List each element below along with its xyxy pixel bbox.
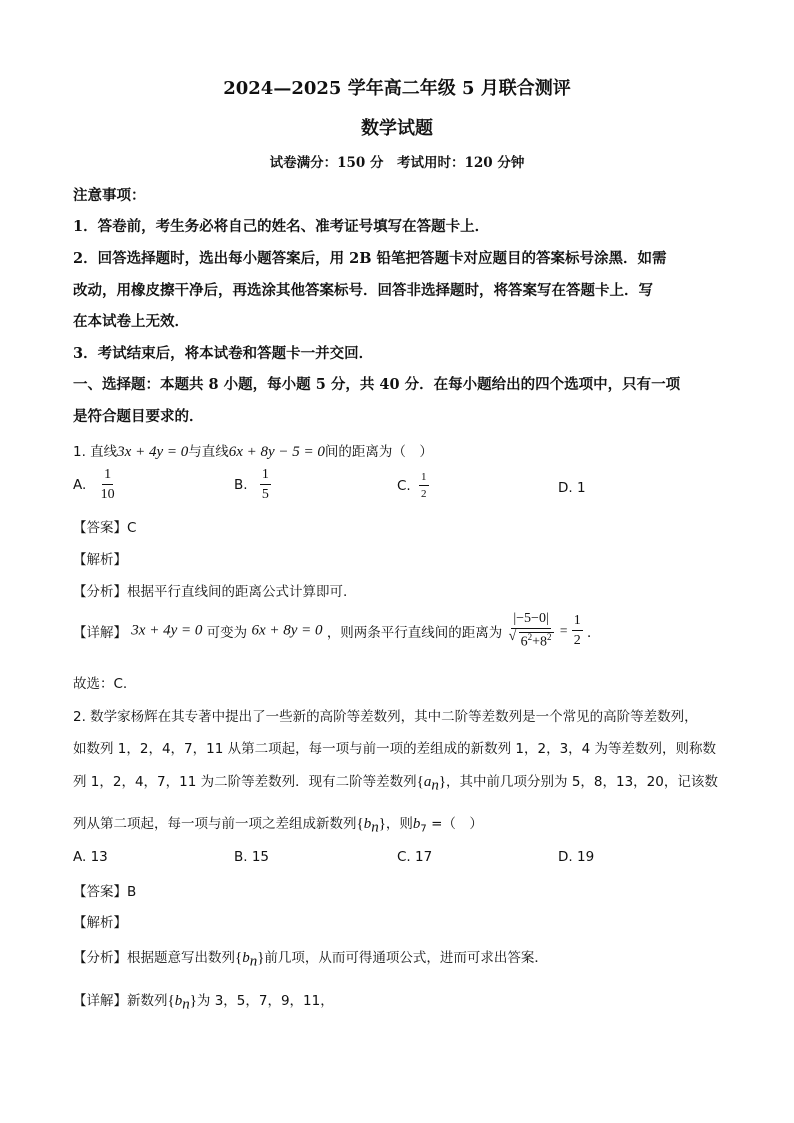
q2-answer: 【答案】B <box>73 884 137 900</box>
q1-detail: 【详解】 3x + 4y = 0 可变为 6x + 8y = 0 ，则两条平行直线间的距离为 |−5−0| √ $6^2+8^2$ = $\frac{1}{2}$ ． <box>73 612 601 650</box>
question-1-stem: 1. 直线3x + 4y = 0与直线6x + 8y − 5 = 0间的距离为（ ） <box>73 444 433 460</box>
q1-choose: 故选：C. <box>73 676 128 692</box>
q2-option-a: A. 13 <box>73 849 108 865</box>
notice-item-2-line-3: 在本试卷上无效． <box>73 313 189 330</box>
page-subtitle: 数学试题 <box>361 118 433 139</box>
equation-1: 3x + 4y = 0 <box>117 444 189 460</box>
notice-item-2-line-2: 改动，用橡皮擦干净后，再选涂其他答案标号．回答非选择题时，将答案写在答题卡上．写 <box>73 282 653 299</box>
notice-item-2-line-1: 2．回答选择题时，选出每小题答案后，用 2B 铅笔把答题卡对应题目的答案标号涂黑．如需 <box>73 250 667 267</box>
notice-item-3: 3．考试结束后，将本试卷和答题卡一并交回． <box>73 345 374 362</box>
question-2-line-1: 2. 数学家杨辉在其专著中提出了一些新的高阶等差数列，其中二阶等差数列是一个常见的高阶等差数列， <box>73 709 698 725</box>
q2-detail: 【详解】新数列$\{b_n\}$为 3，5，7，9，11， <box>73 993 334 1013</box>
q1-option-c: C. $\frac{1}{2}$ <box>397 471 427 500</box>
q1-option-a: A. $\frac{1}{10}$ <box>73 467 115 502</box>
q2-analysis-heading: 【解析】 <box>73 915 127 931</box>
question-2-line-3: 列 1，2，4，7，11 为二阶等差数列．现有二阶等差数列$\{a_n\}$，其中前几项分别为 5，8，13，20，记该数 <box>73 774 718 794</box>
q1-option-d: D. 1 <box>558 480 586 496</box>
section-heading-line-2: 是符合题目要求的． <box>73 408 204 425</box>
q1-analysis-heading: 【解析】 <box>73 552 127 568</box>
notice-item-1: 1．答卷前，考生务必将自己的姓名、准考证号填写在答题卡上． <box>73 218 490 235</box>
exam-meta: 试卷满分：150 分 考试用时：120 分钟 <box>269 155 525 171</box>
q2-option-c: C. 17 <box>397 849 433 865</box>
distance-fraction: |−5−0| √ $6^2+8^2$ <box>507 612 556 650</box>
q1-answer: 【答案】C <box>73 520 137 536</box>
q2-option-d: D. 19 <box>558 849 595 865</box>
question-2-line-4: 列从第二项起，每一项与前一项之差组成新数列$\{b_n\}$，则$b_7$ =（ ） <box>73 816 483 836</box>
equation-2: 6x + 8y − 5 = 0 <box>228 444 325 460</box>
q1-option-b: B. $\frac{1}{5}$ <box>234 467 269 502</box>
section-heading-line-1: 一、选择题：本题共 8 小题，每小题 5 分，共 40 分．在每小题给出的四个选项中，只有一项 <box>73 376 681 393</box>
q1-fenxi: 【分析】根据平行直线间的距离公式计算即可. <box>73 584 348 600</box>
q2-fenxi: 【分析】根据题意写出数列$\{b_n\}$前几项，从而可得通项公式，进而可求出答案． <box>73 950 548 970</box>
notice-heading: 注意事项： <box>73 187 146 204</box>
question-2-line-2: 如数列 1，2，4，7，11 从第二项起，每一项与前一项的差组成的新数列 1，2，3，4 为等差数列，则称数 <box>73 741 717 757</box>
q2-option-b: B. 15 <box>234 849 270 865</box>
page-title: 2024—2025 学年高二年级 5 月联合测评 <box>223 78 571 99</box>
